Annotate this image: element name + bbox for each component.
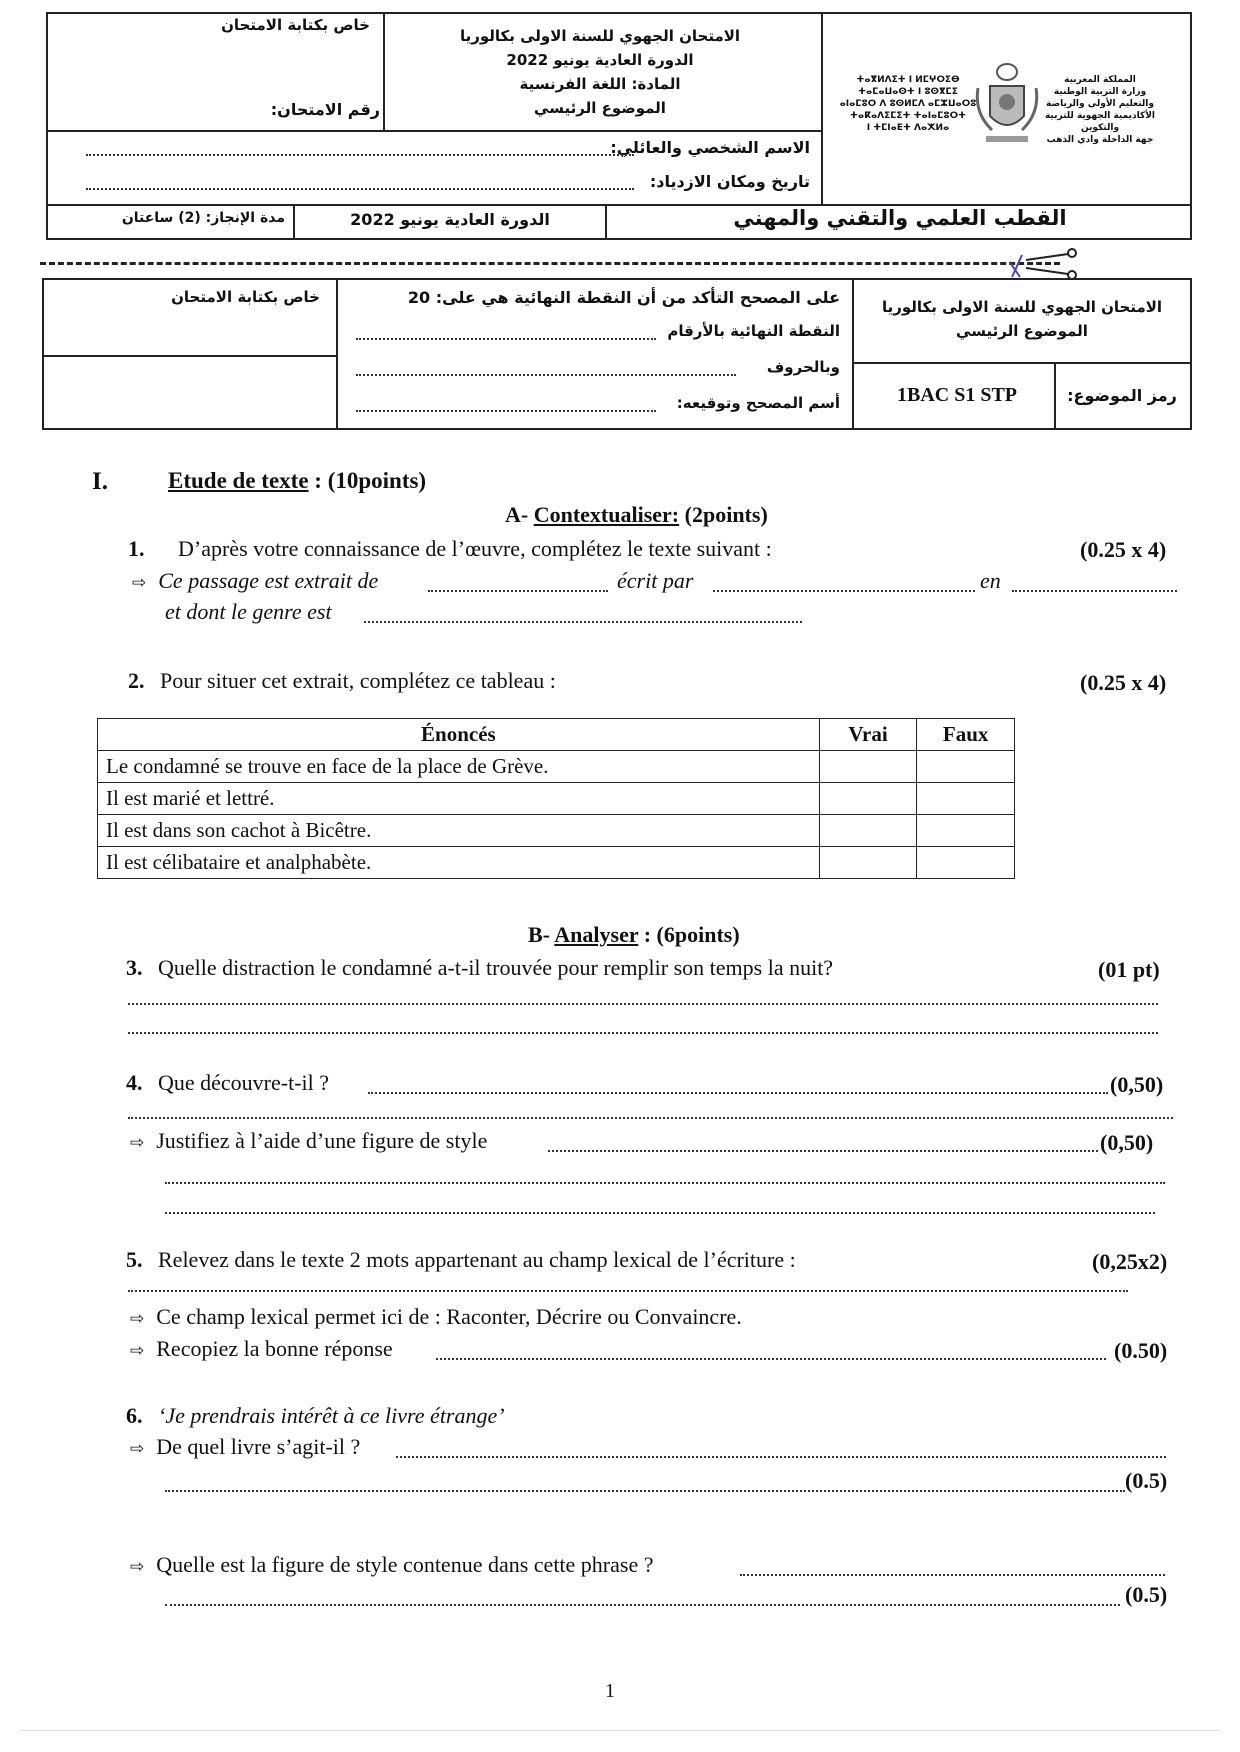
sectionB-title: Analyser: [554, 922, 639, 947]
table-cell-true[interactable]: [819, 751, 917, 783]
q4-sub-text: Justifiez à l’aide d’une figure de style: [156, 1128, 488, 1153]
q6-sub2: [130, 1552, 653, 1578]
scissors-icon: [1010, 246, 1080, 282]
q6-sub1: [130, 1434, 360, 1460]
q5-question: [126, 1247, 796, 1273]
table-header-false: Faux: [917, 719, 1015, 751]
duration-label: مدة الإنجاز: (2) ساعتان: [121, 210, 285, 226]
grading-hline-2: [852, 362, 1192, 364]
grading-divider-3: [1054, 362, 1056, 430]
part1-heading: [168, 468, 426, 494]
q2-text: Pour situer cet extrait, complétez ce tableau :: [160, 668, 556, 693]
bottom-rule: [20, 1730, 1220, 1731]
q1-line1-c: en: [980, 568, 1001, 593]
q5-text: Relevez dans le texte 2 mots appartenant au champ lexical de l’écriture :: [158, 1247, 796, 1272]
grading-letters-label: وبالحروف: [766, 358, 840, 376]
q6-sub2-answer-line[interactable]: [165, 1604, 1120, 1606]
sectionB-heading: [528, 922, 740, 948]
q1-blank-work[interactable]: [428, 590, 608, 592]
grading-reserved-label: خاص بكتابة الامتحان: [171, 288, 320, 306]
birth-label: تاريخ ومكان الازدياد:: [649, 172, 810, 191]
q6-num: 6.: [126, 1403, 143, 1428]
arrow-icon: ⇨: [130, 1439, 145, 1459]
table-cell-true[interactable]: [819, 847, 917, 879]
stream-label: القطب العلمي والتقني والمهني: [733, 206, 1067, 230]
name-label: الاسم الشخصي والعائلي:: [610, 138, 810, 157]
table-header-row: [98, 719, 1015, 751]
q6-sub1-points: (0.5): [1125, 1468, 1168, 1493]
q4-sub-answer-line-2[interactable]: [165, 1212, 1155, 1214]
name-field[interactable]: [86, 154, 634, 156]
q1-points: (0.25 x 4): [1080, 537, 1167, 562]
sectionB-prefix: B-: [528, 922, 550, 947]
q5-sub2: [130, 1336, 393, 1362]
q3-answer-line-1[interactable]: [128, 1003, 1158, 1005]
table-cell-true[interactable]: [819, 783, 917, 815]
q6-sub2-answer-inline[interactable]: [740, 1574, 1165, 1576]
grading-letters-field[interactable]: [356, 374, 736, 376]
q1-text: D’après votre connaissance de l’œuvre, complétez le texte suivant :: [178, 536, 772, 561]
table-cell-false[interactable]: [917, 815, 1015, 847]
birth-field[interactable]: [86, 188, 634, 190]
ministry-arabic: المملكة المغربية وزارة التربية الوطنية والتعليم الأولي والرياضة الأكاديمية الجهوية للتربية والتكوين جهة الداخلة وادي الذهب: [1044, 75, 1156, 145]
subject-code-label: رمز الموضوع:: [1067, 386, 1177, 405]
reserved-label: خاص بكتابة الامتحان: [221, 16, 370, 34]
sectionA-heading: [505, 502, 768, 528]
q1-line2: et dont le genre est: [165, 599, 332, 624]
exam-title-line-4: الموضوع الرئيسي: [534, 99, 666, 117]
q4-answer-inline[interactable]: [368, 1092, 1108, 1094]
subject-code: 1BAC S1 STP: [896, 384, 1018, 406]
arrow-icon: ⇨: [130, 1341, 145, 1361]
q5-points: (0,25x2): [1092, 1249, 1168, 1274]
table-cell-false[interactable]: [917, 847, 1015, 879]
arrow-icon: ⇨: [132, 573, 147, 593]
q6-sub1-answer-inline[interactable]: [396, 1456, 1166, 1458]
q2-points: (0.25 x 4): [1080, 670, 1167, 695]
q3-points: (01 pt): [1098, 957, 1160, 982]
q3-question: [126, 955, 833, 981]
q4-text: Que découvre-t-il ?: [158, 1070, 330, 1095]
q4-question: [126, 1070, 329, 1096]
q4-points: (0,50): [1110, 1072, 1164, 1097]
q5-sub2-answer[interactable]: [436, 1358, 1106, 1360]
q1-line1-b: écrit par: [617, 568, 694, 593]
sectionA-points: (2points): [684, 502, 768, 527]
q4-sub-answer-inline[interactable]: [548, 1150, 1098, 1152]
q5-sub2-points: (0.50): [1114, 1338, 1168, 1363]
q6-sub2-points: (0.5): [1125, 1582, 1168, 1607]
page-number: 1: [605, 1680, 615, 1702]
q6-question: [126, 1403, 505, 1429]
q5-num: 5.: [126, 1247, 143, 1272]
q6-quote: ‘Je prendrais intérêt à ce livre étrange’: [158, 1403, 505, 1428]
q5-sub1-text: Ce champ lexical permet ici de : Raconter, Décrire ou Convaincre.: [156, 1304, 742, 1329]
true-false-table: [97, 718, 1015, 879]
table-cell-false[interactable]: [917, 783, 1015, 815]
q6-sub1-answer-line[interactable]: [165, 1490, 1125, 1492]
grading-exam-title: الامتحان الجهوي للسنة الاولى بكالوريا: [881, 298, 1163, 316]
q4-sub-points: (0,50): [1100, 1130, 1154, 1155]
table-header-statements: Énoncés: [98, 719, 820, 751]
q1-num: 1.: [128, 536, 145, 561]
q3-text: Quelle distraction le condamné a-t-il trouvée pour remplir son temps la nuit?: [158, 955, 834, 980]
grading-subject: الموضوع الرئيسي: [956, 322, 1088, 340]
header-divider-3: [293, 204, 295, 240]
q4-answer-line[interactable]: [128, 1117, 1173, 1119]
exam-title-line-2: الدورة العادية يونيو 2022: [506, 51, 694, 69]
exam-title-line-3: المادة: اللغة الفرنسية: [519, 75, 681, 93]
table-cell-false[interactable]: [917, 751, 1015, 783]
sectionB-points: : (6points): [643, 922, 740, 947]
q3-num: 3.: [126, 955, 143, 980]
arrow-icon: ⇨: [130, 1557, 145, 1577]
header-hline-1: [46, 130, 822, 132]
grading-corrector-label: أسم المصحح وتوقيعه:: [676, 394, 840, 412]
part1-number: I.: [92, 468, 108, 495]
exam-title: [400, 24, 800, 120]
q4-sub: [130, 1128, 487, 1154]
sectionA-prefix: A-: [505, 502, 529, 527]
table-header-true: Vrai: [819, 719, 917, 751]
table-row: [98, 815, 1015, 847]
table-cell-true[interactable]: [819, 815, 917, 847]
header-divider-4: [605, 204, 607, 240]
table-cell-statement: Il est marié et lettré.: [98, 783, 820, 815]
q4-sub-answer-line-1[interactable]: [165, 1182, 1165, 1184]
grading-divider-2: [852, 278, 854, 430]
table-row: [98, 847, 1015, 879]
part1-title: Etude de texte: [168, 468, 309, 493]
table-row: [98, 783, 1015, 815]
ministry-tifinagh: ⵜⴰⴳⵍⴷⵉⵜ ⵏ ⵍⵎⵖⵔⵉⴱ ⵜⴰⵎⴰⵡⴰⵙⵜ ⵏ ⵓⵙⴳⵎⵉ ⴰⵏⴰⵎⵓⵔ ⴷ ⵓⵙⵍⵎⴷ ⴰⵎⵣⵡⴰⵔⵓ ⵜⴰⴽⴰⴷⵉⵎⵉⵜ ⵜⴰⵏⴰⵎⵓⵔⵜ ⵏ ⵜⵎⵏⴰⴹⵜ ⴷⴰⵅⵍⴰ: [839, 75, 977, 133]
q6-sub1-text: De quel livre s’agit-il ?: [156, 1434, 361, 1459]
session-label: الدورة العادية يونيو 2022: [350, 210, 550, 229]
table-cell-statement: Il est dans son cachot à Bicêtre.: [98, 815, 820, 847]
grading-digits-field[interactable]: [356, 338, 656, 340]
grading-divider-1: [336, 278, 338, 430]
q1-blank-author[interactable]: [713, 590, 975, 592]
part1-points: : (10points): [314, 468, 427, 493]
q5-sub1: [130, 1304, 742, 1330]
grading-verify: على المصحح التأكد من أن النقطة النهائية هي على: 20: [407, 288, 840, 307]
header-divider-1: [383, 12, 385, 132]
q1-line1-a: Ce passage est extrait de: [158, 568, 379, 593]
exam-title-line-1: الامتحان الجهوي للسنة الاولى بكالوريا: [459, 27, 741, 45]
q4-num: 4.: [126, 1070, 143, 1095]
exam-number-label: رقم الامتحان:: [270, 100, 380, 119]
grading-corrector-field[interactable]: [356, 410, 656, 412]
table-cell-statement: Il est célibataire et analphabète.: [98, 847, 820, 879]
q5-sub2-text: Recopiez la bonne réponse: [156, 1336, 393, 1361]
grading-hline-1: [42, 355, 338, 357]
table-row: [98, 751, 1015, 783]
q1-blank-year[interactable]: [1012, 590, 1177, 592]
cut-line: [40, 262, 1060, 265]
q3-answer-line-2[interactable]: [128, 1032, 1158, 1034]
q5-answer-line[interactable]: [128, 1290, 1128, 1292]
q2-num: 2.: [128, 668, 145, 693]
sectionA-title: Contextualiser:: [533, 502, 680, 527]
q1-question: [128, 536, 772, 562]
table-cell-statement: Le condamné se trouve en face de la place de Grève.: [98, 751, 820, 783]
arrow-icon: ⇨: [130, 1309, 145, 1329]
grading-digits-label: النقطة النهائية بالأرقام: [667, 322, 840, 340]
q2-question: [128, 668, 556, 694]
header-divider-2: [821, 12, 823, 204]
q6-sub2-text: Quelle est la figure de style contenue dans cette phrase ?: [156, 1552, 654, 1577]
q1-blank-genre[interactable]: [364, 621, 802, 623]
arrow-icon: ⇨: [130, 1133, 145, 1153]
